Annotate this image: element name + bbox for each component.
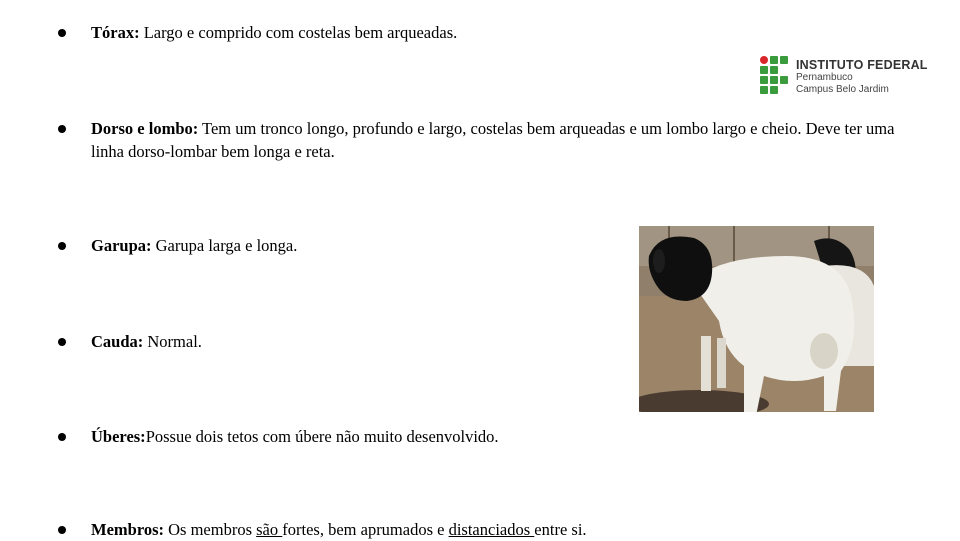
logo-title: INSTITUTO FEDERAL bbox=[796, 58, 928, 72]
item-label: Cauda: bbox=[91, 332, 144, 351]
instituto-federal-logo bbox=[760, 56, 930, 100]
logo-grid-icon bbox=[760, 56, 790, 96]
item-text: Normal. bbox=[143, 332, 202, 351]
item-label: Garupa: bbox=[91, 236, 152, 255]
bullet-dot bbox=[58, 338, 66, 346]
bullet-dot bbox=[58, 125, 66, 133]
bullet-dot bbox=[58, 526, 66, 534]
item-text: Largo e comprido com costelas bem arqueadas. bbox=[139, 23, 458, 42]
item-text: Garupa larga e longa. bbox=[151, 236, 298, 255]
item-label: Dorso e lombo: bbox=[91, 119, 199, 138]
logo-subtitle-state: Pernambuco bbox=[796, 72, 853, 83]
bullet-dot bbox=[58, 242, 66, 250]
item-text: entre si. bbox=[534, 520, 587, 539]
item-text: Os membros bbox=[164, 520, 257, 539]
item-label: Tórax: bbox=[91, 23, 140, 42]
bullet-dot bbox=[58, 29, 66, 37]
item-label: Úberes: bbox=[91, 427, 146, 446]
item-text: Possue dois tetos com úbere não muito desenvolvido. bbox=[145, 427, 499, 446]
bullet-dot bbox=[58, 433, 66, 441]
underlined-word: são bbox=[256, 520, 283, 539]
logo-subtitle-campus: Campus Belo Jardim bbox=[796, 84, 889, 95]
item-text: Tem um tronco longo, profundo e largo, costelas bem arqueadas e um lombo largo e cheio. Deve ter uma linha dorso-lombar bem longa e reta. bbox=[91, 119, 895, 161]
item-label: Membros: bbox=[91, 520, 165, 539]
sheep-photo bbox=[639, 226, 874, 412]
underlined-word: distanciados bbox=[448, 520, 535, 539]
item-text: fortes, bem aprumados e bbox=[282, 520, 449, 539]
